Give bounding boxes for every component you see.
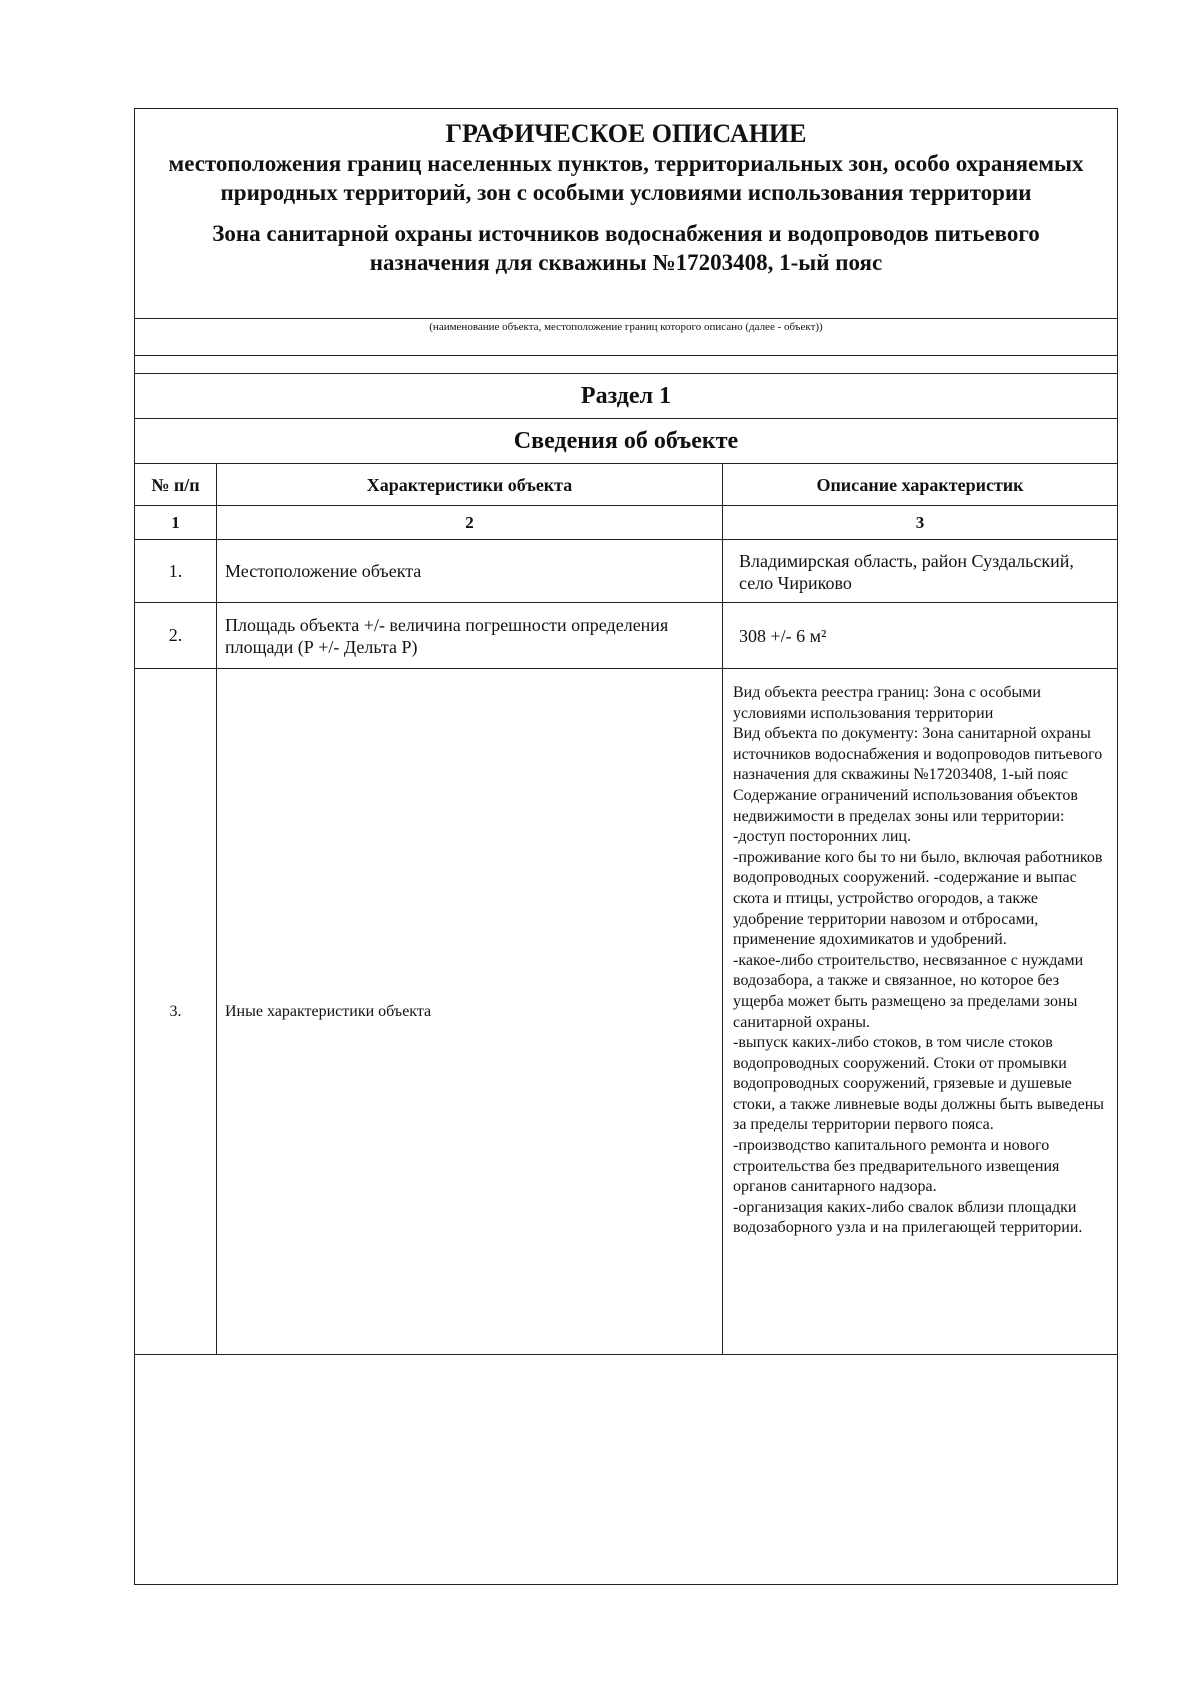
section-title: Раздел 1 xyxy=(135,374,1117,419)
blank-row xyxy=(135,356,1117,374)
object-name: Зона санитарной охраны источников водоснабжения и водопроводов питьевого назначения для скважины №17203408, 1-ый пояс xyxy=(212,221,1040,275)
column-number-3: 3 xyxy=(915,513,925,532)
row-label: Местоположение объекта xyxy=(217,540,723,602)
document-subtitle: местоположения границ населенных пунктов, территориальных зон, особо охраняемых природных территорий, зон с особыми условиями использования территории xyxy=(168,151,1084,205)
row-value: Владимирская область, район Суздальский, село Чириково xyxy=(739,551,1074,593)
row-index: 2. xyxy=(135,603,217,668)
column-number-1: 1 xyxy=(135,506,217,539)
column-number-2: 2 xyxy=(217,506,723,539)
object-name-caption: (наименование объекта, местоположение границ которого описано (далее - объект)) xyxy=(135,319,1117,356)
document-header xyxy=(135,109,1117,319)
row-index: 1. xyxy=(135,540,217,602)
row-value: 308 +/- 6 м² xyxy=(739,625,827,646)
table-row xyxy=(135,603,1117,669)
document-title: ГРАФИЧЕСКОЕ ОПИСАНИЕ xyxy=(445,119,807,148)
column-header-description: Описание характеристик xyxy=(816,475,1024,495)
row-value: Вид объекта реестра границ: Зона с особыми условиями использования территории Вид объекта по документу: Зона санитарной охраны источников водоснабжения и водопроводов питьевого назначения для скважины №17203408, 1-ый пояс Содержание ограничений использования объектов недвижимости в пределах зоны или территории: -доступ посторонних лиц. -проживание кого бы то ни было, включая работников водопроводных сооружений. -содержание и выпас скота и птицы, устройство огородов, а также удобрение территории навозом и отбросами, применение ядохимикатов и удобрений. -какое-либо строительство, несвязанное с нуждами водозабора, а также и связанное, но которое без ущерба может быть размещено за пределами зоны санитарной охраны. -выпуск каких-либо стоков, в том числе стоков водопроводных сооружений. Стоки от промывки водопроводных сооружений, грязевые и душевые стоки, а также ливневые воды должны быть выведены за пределы территории первого пояса. -производство капитального ремонта и нового строительства без предварительного извещения органов санитарного надзора. -организация каких-либо свалок вблизи площадки водозаборного узла и на прилегающей территории. xyxy=(733,684,1105,1237)
column-numbers-row xyxy=(135,506,1117,540)
table-row xyxy=(135,540,1117,603)
row-label: Площадь объекта +/- величина погрешности определения площади (Р +/- Дельта Р) xyxy=(217,603,723,668)
section-subtitle: Сведения об объекте xyxy=(135,419,1117,464)
row-index: 3. xyxy=(135,669,217,1354)
column-header-characteristics: Характеристики объекта xyxy=(217,464,723,505)
table-row xyxy=(135,669,1117,1355)
document-sheet xyxy=(134,108,1118,1585)
table-header-row xyxy=(135,464,1117,506)
column-header-number: № п/п xyxy=(135,464,217,505)
row-label: Иные характеристики объекта xyxy=(217,669,723,1354)
